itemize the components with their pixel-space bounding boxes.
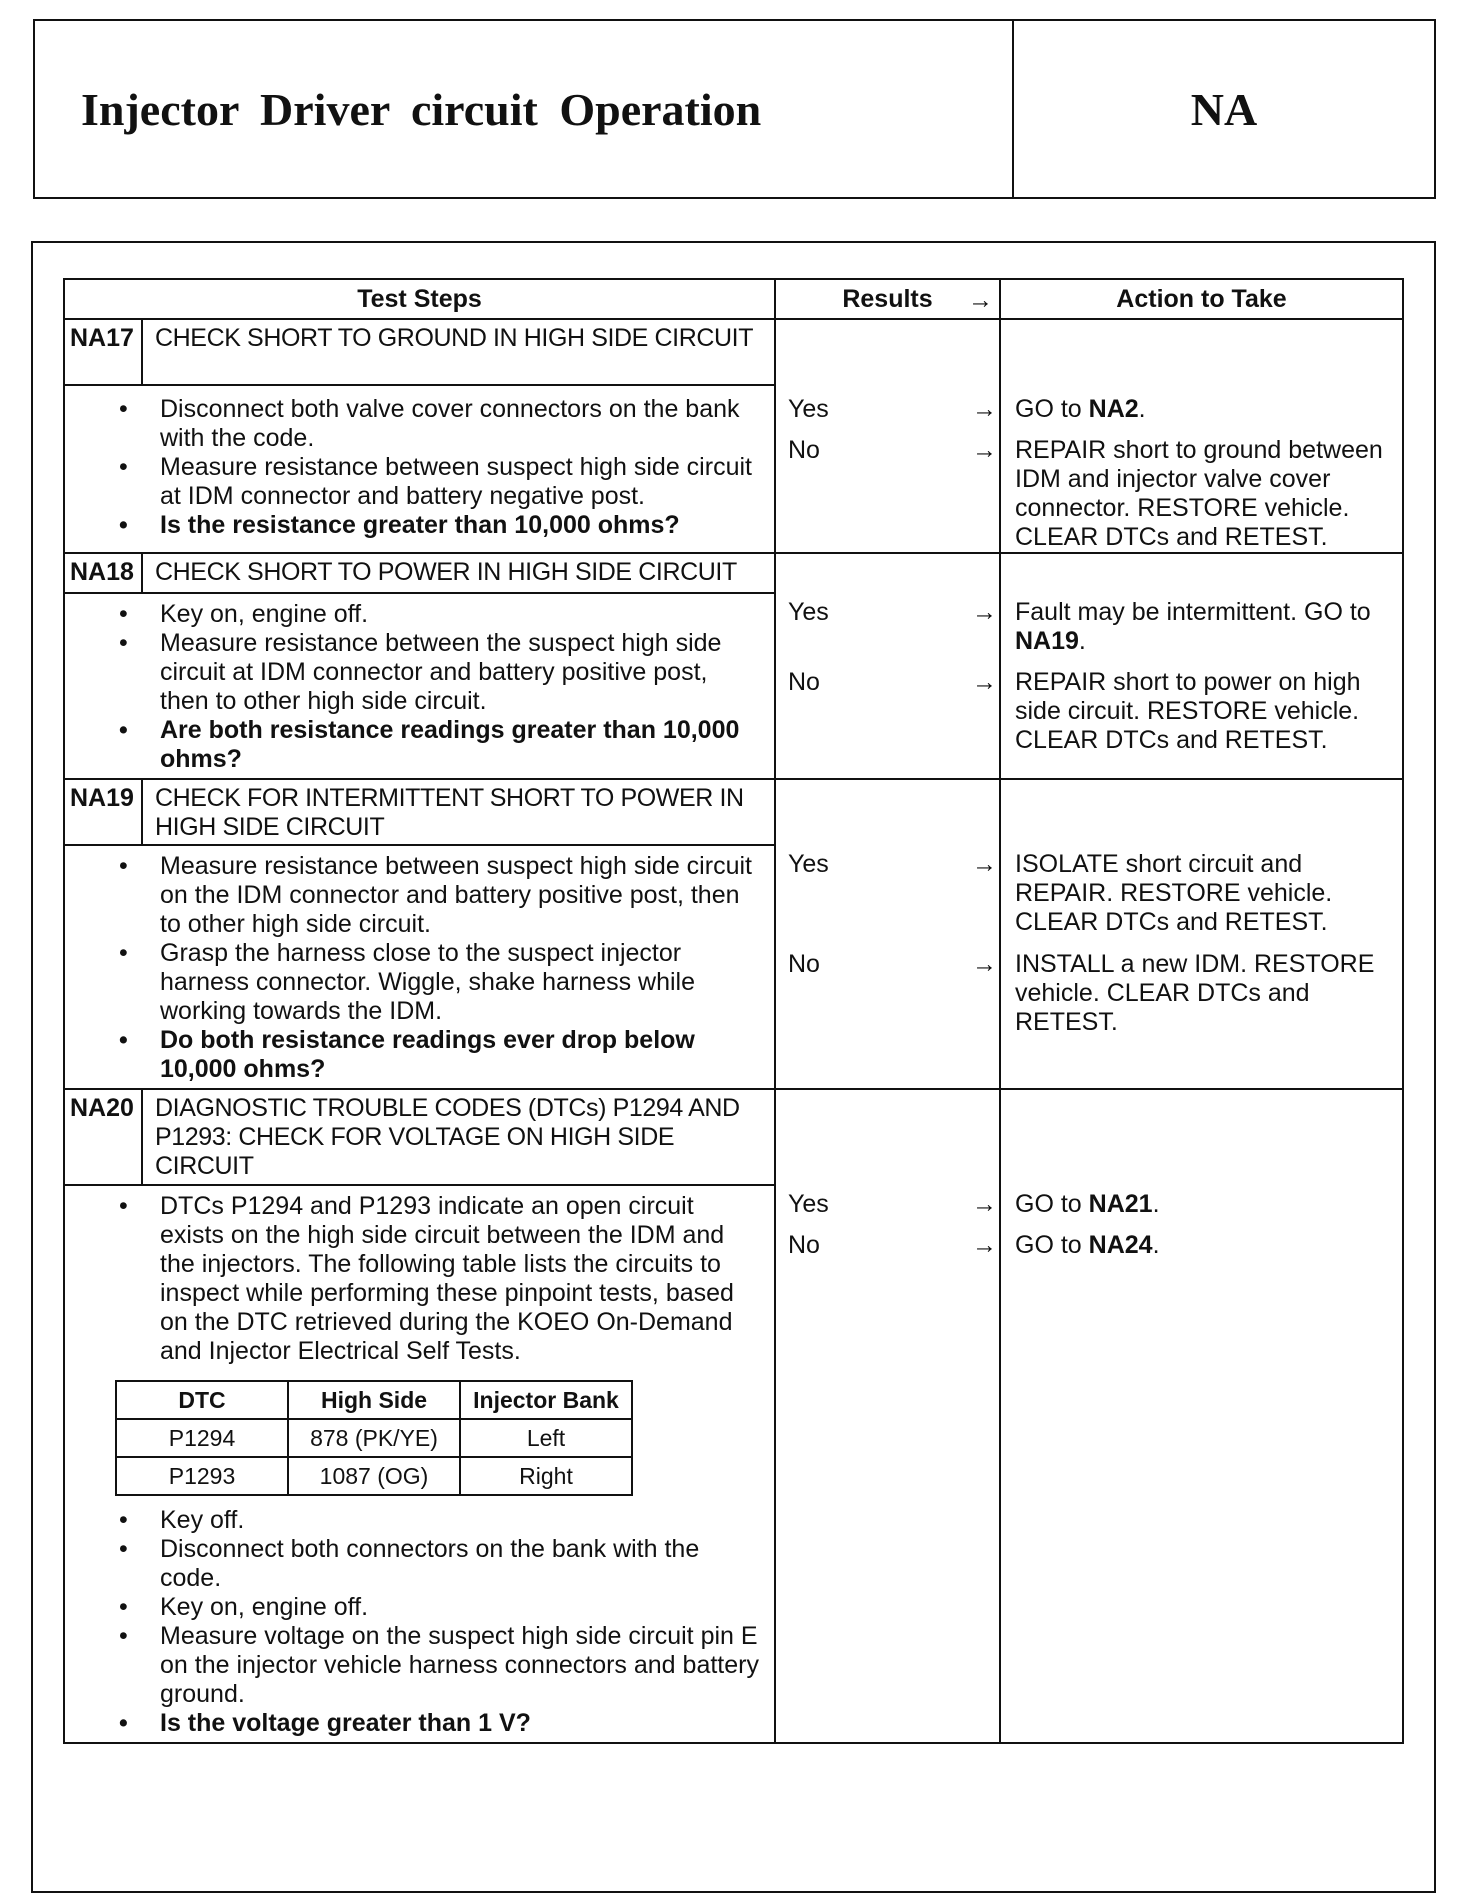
action-yes: GO to NA21. (1015, 1190, 1160, 1218)
step-bullets (65, 1506, 774, 1742)
step-question: • Is the voltage greater than 1 V? (105, 1709, 760, 1738)
table-row (64, 1089, 1403, 1743)
table-row (64, 553, 1403, 779)
step-bullets (65, 386, 774, 544)
column-header-test-steps: Test Steps (64, 279, 775, 319)
arrow-right-icon: → (968, 286, 993, 314)
results-cell (775, 1089, 1000, 1743)
dtc-cell: P1294 (116, 1419, 288, 1457)
test-steps-table (63, 278, 1404, 1744)
action-cell (1000, 319, 1403, 553)
list-item: • Disconnect both connectors on the bank with the code. (105, 1535, 760, 1593)
arrow-right-icon: → (972, 668, 997, 696)
step-question: • Are both resistance readings greater than 10,000 ohms? (105, 716, 760, 774)
action-no: REPAIR short to power on high side circuit. RESTORE vehicle. CLEAR DTCs and RETEST. (1015, 668, 1361, 754)
dtc-header-high-side: High Side (288, 1381, 460, 1419)
list-item: • Grasp the harness close to the suspect injector harness connector. Wiggle, shake harness while working towards the IDM. (105, 939, 760, 1026)
dtc-cell: Right (460, 1457, 632, 1495)
list-item: • Disconnect both valve cover connectors on the bank with the code. (105, 395, 760, 453)
table-row (116, 1457, 632, 1495)
action-no: GO to NA24. (1015, 1231, 1160, 1259)
result-no: No (788, 668, 820, 696)
dtc-cell: P1293 (116, 1457, 288, 1495)
step-cell-na18 (64, 553, 775, 779)
list-item: • Key on, engine off. (105, 1593, 760, 1622)
arrow-right-icon: → (972, 950, 997, 978)
page-header (33, 19, 1436, 199)
result-no: No (788, 1231, 820, 1259)
arrow-right-icon: → (972, 1190, 997, 1218)
arrow-right-icon: → (972, 395, 997, 423)
step-cell-na20 (64, 1089, 775, 1743)
step-bullets (65, 846, 774, 1088)
results-cell (775, 319, 1000, 553)
result-no: No (788, 436, 820, 464)
list-item: • Measure voltage on the suspect high side circuit pin E on the injector vehicle harness connectors and battery ground. (105, 1622, 760, 1709)
step-bullets (65, 594, 774, 778)
step-title: DIAGNOSTIC TROUBLE CODES (DTCs) P1294 AND P1293: CHECK FOR VOLTAGE ON HIGH SIDE CIRCUIT (155, 1094, 740, 1180)
list-item: • Measure resistance between the suspect high side circuit at IDM connector and battery positive post, then to other high side circuit. (105, 629, 760, 716)
dtc-header-dtc: DTC (116, 1381, 288, 1419)
step-reference: NA21 (1088, 1190, 1153, 1218)
list-item: • Measure resistance between suspect high side circuit at IDM connector and battery negative post. (105, 453, 760, 511)
action-yes: Fault may be intermittent. GO to NA19. (1015, 598, 1371, 655)
arrow-right-icon: → (972, 1231, 997, 1259)
dtc-cell: 1087 (OG) (288, 1457, 460, 1495)
action-yes: GO to NA2. (1015, 395, 1146, 423)
result-no: No (788, 950, 820, 978)
results-cell (775, 553, 1000, 779)
dtc-table (115, 1380, 633, 1496)
table-row (64, 319, 1403, 553)
table-row (116, 1419, 632, 1457)
step-reference: NA24 (1088, 1231, 1153, 1259)
list-item: • DTCs P1294 and P1293 indicate an open circuit exists on the high side circuit between the IDM and the injectors. The following table lists the circuits to inspect while performing these pinpoint tests, based on the DTC retrieved during the KOEO On-Demand and Injector Electrical Self Tests. (105, 1192, 760, 1366)
results-cell (775, 779, 1000, 1089)
action-no: REPAIR short to ground between IDM and injector valve cover connector. RESTORE vehicle. CLEAR DTCs and RETEST. (1015, 436, 1383, 551)
step-question: • Is the resistance greater than 10,000 ohms? (105, 511, 760, 540)
arrow-right-icon: → (972, 436, 997, 464)
action-cell (1000, 779, 1403, 1089)
step-id: NA17 (65, 320, 143, 384)
step-id: NA18 (65, 554, 143, 592)
step-reference: NA19 (1015, 627, 1079, 655)
step-question: • Do both resistance readings ever drop below 10,000 ohms? (105, 1026, 760, 1084)
action-yes: ISOLATE short circuit and REPAIR. RESTORE vehicle. CLEAR DTCs and RETEST. (1015, 850, 1333, 936)
list-item: • Key off. (105, 1506, 760, 1535)
result-yes: Yes (788, 598, 829, 626)
table-row (64, 779, 1403, 1089)
table-header-row (64, 279, 1403, 319)
dtc-header-injector-bank: Injector Bank (460, 1381, 632, 1419)
arrow-right-icon: → (972, 850, 997, 878)
step-reference: NA2 (1088, 395, 1139, 423)
step-id: NA20 (65, 1090, 143, 1184)
column-header-action: Action to Take (1000, 279, 1403, 319)
action-cell (1000, 1089, 1403, 1743)
step-cell-na17 (64, 319, 775, 553)
page-title: Injector Driver circuit Operation (35, 21, 1014, 197)
section-code: NA (1190, 83, 1258, 135)
action-no: INSTALL a new IDM. RESTORE vehicle. CLEAR DTCs and RETEST. (1015, 950, 1375, 1036)
result-yes: Yes (788, 1190, 829, 1218)
dtc-cell: Left (460, 1419, 632, 1457)
step-bullets-intro (65, 1186, 774, 1366)
step-title: CHECK SHORT TO POWER IN HIGH SIDE CIRCUIT (155, 558, 737, 586)
result-yes: Yes (788, 850, 829, 878)
result-yes: Yes (788, 395, 829, 423)
list-item: • Key on, engine off. (105, 600, 760, 629)
dtc-cell: 878 (PK/YE) (288, 1419, 460, 1457)
step-title: CHECK SHORT TO GROUND IN HIGH SIDE CIRCUIT (155, 324, 754, 352)
step-cell-na19 (64, 779, 775, 1089)
results-label: Results (842, 284, 933, 313)
step-id: NA19 (65, 780, 143, 844)
arrow-right-icon: → (972, 598, 997, 626)
list-item: • Measure resistance between suspect high side circuit on the IDM connector and battery positive post, then to other high side circuit. (105, 852, 760, 939)
step-title: CHECK FOR INTERMITTENT SHORT TO POWER IN HIGH SIDE CIRCUIT (155, 784, 744, 841)
action-cell (1000, 553, 1403, 779)
column-header-results (775, 279, 1000, 319)
